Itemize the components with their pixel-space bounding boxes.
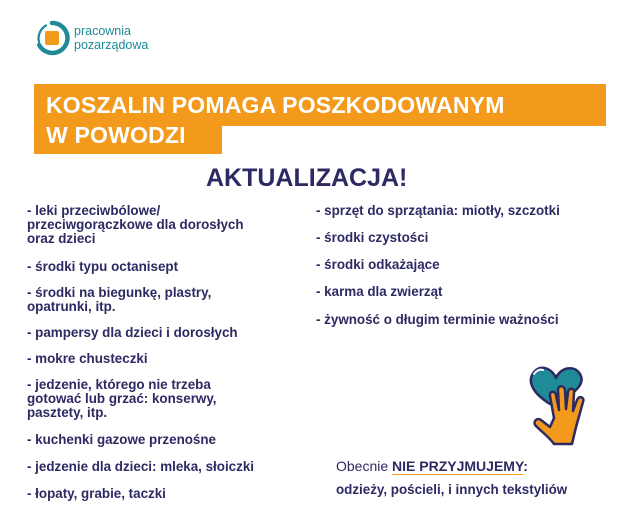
list-item: - mokre chusteczki [27, 351, 148, 366]
organization-logo [34, 20, 148, 56]
heart-hand-icon [520, 360, 616, 456]
page-title-line2: W POWODZI [46, 122, 186, 148]
list-item: - pampersy dla dzieci i dorosłych [27, 325, 238, 340]
list-item: - jedzenie dla dzieci: mleka, słoiczki [27, 459, 254, 474]
logo-text-line1: pracownia [74, 24, 131, 38]
logo-text-line2: pozarządowa [74, 38, 149, 52]
logo-mark-icon [34, 20, 70, 56]
list-item: - jedzenie, którego nie trzeba gotować lub grzać: konserwy, pasztety, itp. [27, 377, 217, 420]
list-item: - kuchenki gazowe przenośne [27, 432, 216, 447]
not-accepting-highlight: NIE PRZYJMUJEMY [392, 458, 524, 474]
not-accepting-note: Obecnie NIE PRZYJMUJEMY: [336, 458, 528, 474]
list-item: - środki czystości [316, 230, 429, 245]
list-item: - sprzęt do sprzątania: miotły, szczotki [316, 203, 560, 218]
not-accepting-items: odzieży, pościeli, i innych tekstyliów [336, 482, 568, 497]
update-heading: AKTUALIZACJA! [206, 164, 408, 192]
list-item: - środki typu octanisept [27, 259, 179, 274]
list-item: - środki na biegunkę, plastry, opatrunki, itp. [27, 285, 212, 314]
list-item: - łopaty, grabie, taczki [27, 486, 166, 501]
list-item: - żywność o długim terminie ważności [316, 312, 559, 327]
list-item: - karma dla zwierząt [316, 284, 443, 299]
list-item: - leki przeciwbólowe/ przeciwgorączkowe dla dorosłych oraz dzieci [27, 203, 244, 246]
page-title-line1: KOSZALIN POMAGA POSZKODOWANYM [46, 92, 505, 118]
list-item: - środki odkażające [316, 257, 440, 272]
